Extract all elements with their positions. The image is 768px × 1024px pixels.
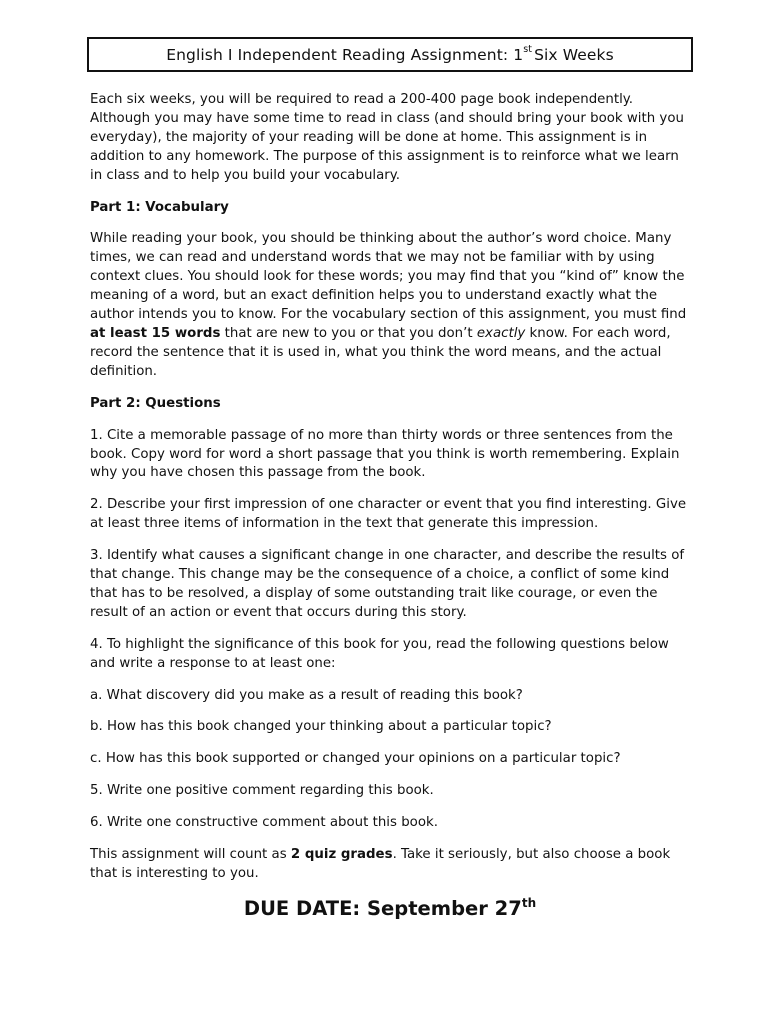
closing-text: This assignment will count as	[90, 847, 291, 863]
part1-text: While reading your book, you should be thinking about the author’s word choice. Many times, we can read and understand words that we may not be familiar with by using context clues. You should look for these words; you may find that you “kind of” know the meaning of a word, but an exact definition helps you to understand exactly what the author intends you to know. For the vocabulary section of this assignment, you must find	[90, 231, 687, 323]
title-text: English I Independent Reading Assignment: 1	[166, 45, 524, 64]
closing-emphasis: 2 quiz grades	[290, 847, 393, 863]
part1-emphasis: at least 15 words	[90, 325, 221, 341]
due-date-superscript: th	[521, 895, 537, 910]
question-item: 5. Write one positive comment regarding this book.	[90, 783, 434, 799]
question-item: 6. Write one constructive comment about this book.	[90, 815, 438, 831]
question-item: 1. Cite a memorable passage of no more than thirty words or three sentences from the book. Copy word for word a short passage that you think is worth remembering. Explain why you have chosen this passage from the book.	[90, 427, 680, 481]
part1-text-2: that are new to you or that you don’t	[220, 325, 477, 341]
question-subitem: c. How has this book supported or changed your opinions on a particular topic?	[90, 751, 621, 767]
document-body	[90, 91, 690, 921]
part2-heading: Part 2: Questions	[90, 395, 221, 411]
question-subitem: b. How has this book changed your thinking about a particular topic?	[90, 719, 552, 735]
question-item: 2. Describe your first impression of one character or event that you find interesting. Give at least three items of information in the text that generate this impression.	[90, 497, 687, 532]
title-text-end: Six Weeks	[534, 45, 614, 64]
part1-paragraph	[90, 230, 690, 381]
assignment-title	[87, 37, 693, 72]
closing-paragraph	[90, 846, 690, 884]
closing-text-2: . Take it seriously, but also choose a book that is interesting to you.	[90, 847, 671, 881]
title-superscript: st	[523, 44, 533, 55]
part1-italic: exactly	[476, 325, 526, 341]
part1-heading: Part 1: Vocabulary	[90, 199, 229, 215]
question-item: 4. To highlight the significance of this book for you, read the following questions below and write a response to at least one:	[90, 636, 669, 671]
question-subitem: a. What discovery did you make as a result of reading this book?	[90, 687, 523, 703]
due-date	[90, 895, 690, 921]
part1-text-3: know. For each word, record the sentence that it is used in, what you think the word means, and the actual definition.	[90, 325, 671, 379]
question-item: 3. Identify what causes a significant change in one character, and describe the results of that change. This change may be the consequence of a choice, a conflict of some kind that has to be resolved, a display of some outstanding trait like courage, or even the result of an action or event that occurs during this story.	[90, 548, 685, 620]
due-date-text: DUE DATE: September 27	[243, 896, 522, 920]
intro-paragraph: Each six weeks, you will be required to read a 200-400 page book independently. Although you may have some time to read in class (and should bring your book with you everyday), the majority of your reading will be done at home. This assignment is in addition to any homework. The purpose of this assignment is to reinforce what we learn in class and to help you build your vocabulary.	[90, 92, 684, 183]
